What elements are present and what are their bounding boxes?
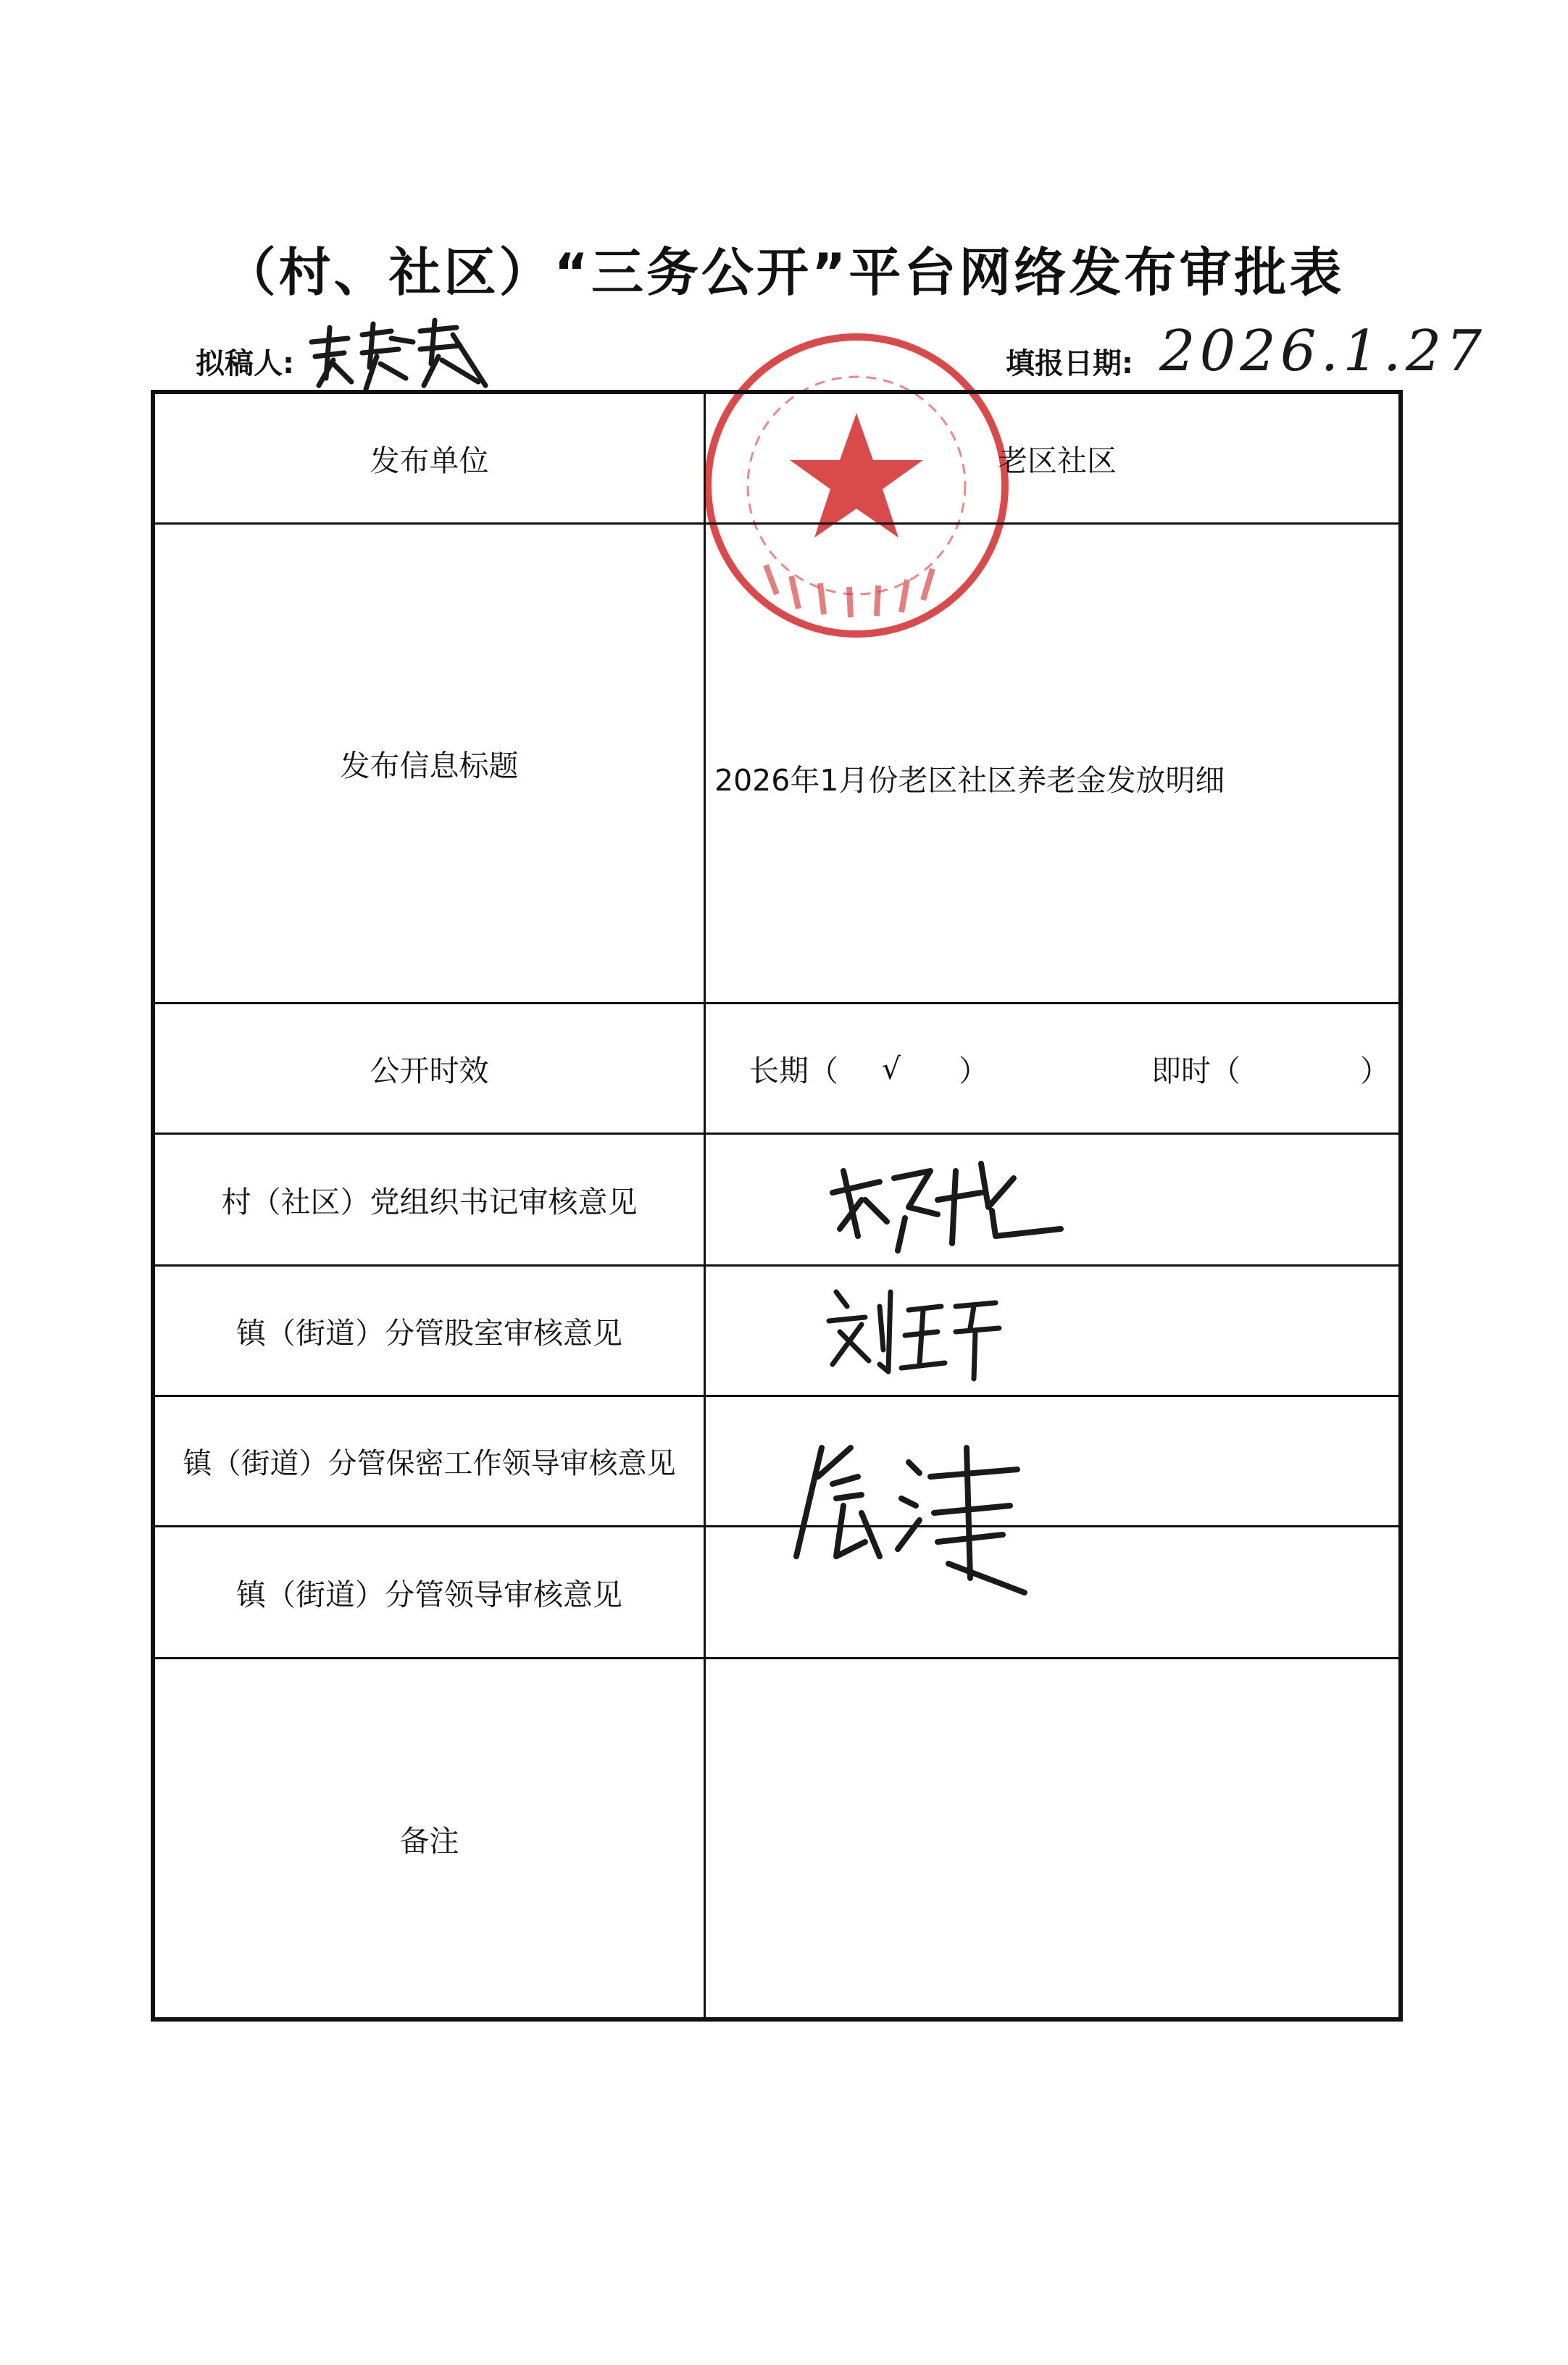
- form-title: （村、社区）“三务公开”平台网络发布审批表: [223, 242, 1345, 303]
- town-office-label: 镇（街道）分管股室审核意见: [155, 1267, 706, 1395]
- remarks-label: 备注: [155, 1659, 706, 2017]
- date-value: 2026.1.27: [1159, 319, 1486, 384]
- drafter-label-text: 拟稿人:: [196, 347, 294, 380]
- row-party-secretary: [155, 1135, 1398, 1267]
- remarks-value: [706, 1659, 1398, 2017]
- party-secretary-signature: [829, 1149, 1068, 1258]
- info-title-label: 发布信息标题: [155, 525, 706, 1002]
- info-title-value: 2026年1月份老区社区养老金发放明细: [714, 763, 1225, 798]
- publisher-value: 老区社区: [998, 443, 1117, 478]
- row-town-leader: [155, 1527, 1398, 1659]
- approval-form: [151, 390, 1403, 2022]
- instant-close: ）: [1360, 1054, 1390, 1088]
- row-validity: [155, 1004, 1398, 1135]
- instant-label: 即时（: [1151, 1054, 1240, 1088]
- validity-label: 公开时效: [155, 1004, 706, 1133]
- long-term-close: ）: [959, 1054, 989, 1088]
- long-term-check-mark: √: [882, 1051, 901, 1086]
- row-publisher: [155, 394, 1398, 525]
- long-term-option[interactable]: [749, 1004, 988, 1133]
- party-secretary-label: 村（社区）党组织书记审核意见: [155, 1135, 706, 1264]
- publisher-label: 发布单位: [155, 394, 706, 522]
- town-leader-label: 镇（街道）分管领导审核意见: [155, 1527, 706, 1657]
- date-label: [1006, 341, 1133, 382]
- row-confidential-leader: [155, 1397, 1398, 1527]
- row-town-office: [155, 1267, 1398, 1397]
- confidential-leader-label: 镇（街道）分管保密工作领导审核意见: [155, 1397, 706, 1525]
- row-remarks: [155, 1659, 1398, 2017]
- date-label-text: 填报日期:: [1006, 347, 1133, 380]
- drafter-label: [196, 341, 294, 382]
- instant-option[interactable]: [1151, 1004, 1390, 1133]
- drafter-signature: [304, 313, 493, 400]
- row-info-title: [155, 525, 1398, 1004]
- town-office-signature: [822, 1277, 1010, 1386]
- long-term-label: 长期（: [749, 1054, 838, 1088]
